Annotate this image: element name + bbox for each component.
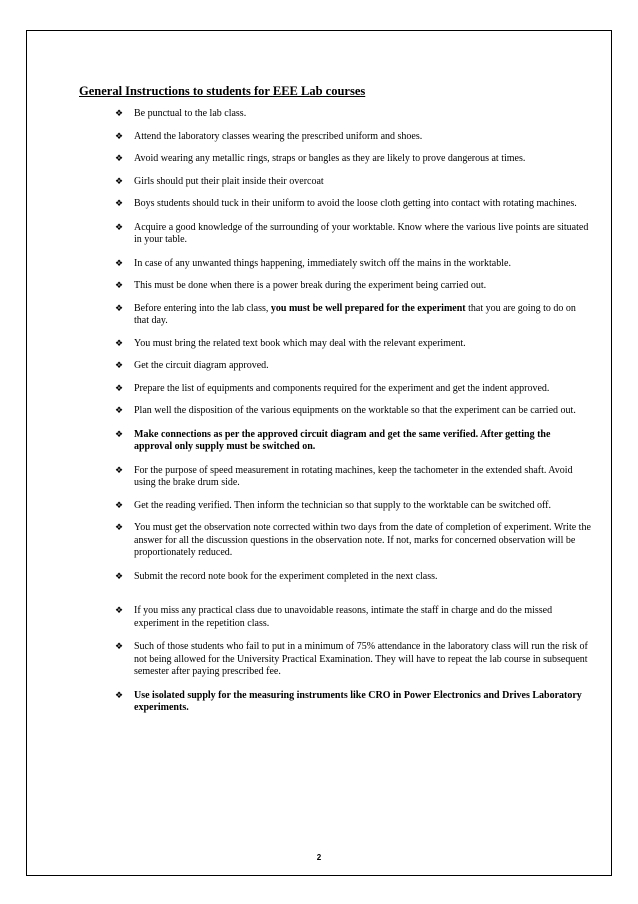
diamond-bullet-icon: ❖ [115,281,124,291]
instruction-item [115,429,591,454]
instruction-text: For the purpose of speed measurement in rotating machines, keep the tachometer in the extended shaft. Avoid using the brake drum side. [134,464,573,488]
instruction-item [115,690,591,715]
instruction-text: Use isolated supply for the measuring instruments like CRO in Power Electronics and Drives Laboratory experiments. [134,689,582,713]
instruction-item [115,641,591,679]
diamond-bullet-icon: ❖ [115,690,124,701]
instruction-item [115,360,591,373]
diamond-bullet-icon: ❖ [115,383,124,394]
diamond-bullet-icon: ❖ [115,222,124,233]
diamond-bullet-icon: ❖ [115,131,124,142]
instruction-text: You must get the observation note corrected within two days from the date of completion of experiment. Write the answer for all the discussion questions in the observation note. If not, marks for concerned observation will be proportionately reduced. [134,522,591,558]
diamond-bullet-icon: ❖ [115,109,124,119]
instruction-item [115,303,591,328]
instruction-text: Prepare the list of equipments and components required for the experiment and get the indent approved. [134,382,550,394]
diamond-bullet-icon: ❖ [115,429,124,440]
instruction-text: Attend the laboratory classes wearing the prescribed uniform and shoes. [134,130,423,142]
instruction-item [115,571,591,584]
instruction-item [115,108,591,121]
instruction-text: You must bring the related text book which may deal with the relevant experiment. [134,337,466,349]
diamond-bullet-icon: ❖ [115,465,124,476]
page-heading: General Instructions to students for EEE Lab courses [79,84,366,98]
instruction-text: Girls should put their plait inside their overcoat [134,175,324,187]
instruction-item [115,605,591,630]
diamond-bullet-icon: ❖ [115,606,124,616]
instruction-text: Be punctual to the lab class. [134,108,247,119]
instruction-text: Get the circuit diagram approved. [134,360,269,371]
instruction-item [115,258,591,271]
instruction-text: Acquire a good knowledge of the surrounding of your worktable. Know where the various live points are situated in your table. [134,221,589,245]
diamond-bullet-icon: ❖ [115,176,124,187]
diamond-bullet-icon: ❖ [115,642,124,652]
instruction-text: Make connections as per the approved circuit diagram and get the same verified. After getting the approval only supply must be switched on. [134,428,551,452]
instruction-text: This must be done when there is a power break during the experiment being carried out. [134,280,487,291]
instruction-item [115,405,591,418]
diamond-bullet-icon: ❖ [115,154,124,164]
instruction-item [115,131,591,144]
instruction-text: Avoid wearing any metallic rings, straps or bangles as they are likely to prove dangerous at times. [134,153,526,164]
page-number: 2 [316,853,322,862]
instruction-text: Before entering into the lab class, you must be well prepared for the experiment that you are going to do on that day. [134,302,576,326]
diamond-bullet-icon: ❖ [115,303,124,314]
diamond-bullet-icon: ❖ [115,523,124,533]
instruction-item [115,383,591,396]
instruction-item [115,280,591,293]
instruction-text: Boys students should tuck in their uniform to avoid the loose cloth getting into contact with rotating machines. [134,198,577,209]
instruction-item [115,222,591,247]
instruction-item [115,338,591,351]
diamond-bullet-icon: ❖ [115,361,124,371]
instruction-item [115,465,591,490]
diamond-bullet-icon: ❖ [115,406,124,416]
instruction-item [115,198,591,211]
instruction-list [115,108,591,715]
diamond-bullet-icon: ❖ [115,258,124,269]
instruction-item [115,522,591,560]
instruction-text: In case of any unwanted things happening, immediately switch off the mains in the worktable. [134,257,511,269]
instruction-text: Submit the record note book for the experiment completed in the next class. [134,570,438,582]
instruction-text: Such of those students who fail to put in a minimum of 75% attendance in the laboratory class will run the risk of not being allowed for the University Practical Examination. They will have to repeat the lab course in subsequent semester after paying prescribed fee. [134,641,588,677]
instruction-text: Get the reading verified. Then inform the technician so that supply to the worktable can be switched off. [134,499,552,511]
diamond-bullet-icon: ❖ [115,199,124,209]
instruction-text: Plan well the disposition of the various equipments on the worktable so that the experiment can be carried out. [134,405,576,416]
instruction-item [115,500,591,513]
diamond-bullet-icon: ❖ [115,338,124,349]
instruction-text: If you miss any practical class due to unavoidable reasons, intimate the staff in charge and do the missed experiment in the repetition class. [134,605,553,629]
diamond-bullet-icon: ❖ [115,571,124,582]
instruction-item [115,176,591,189]
diamond-bullet-icon: ❖ [115,500,124,511]
instruction-item [115,153,591,166]
